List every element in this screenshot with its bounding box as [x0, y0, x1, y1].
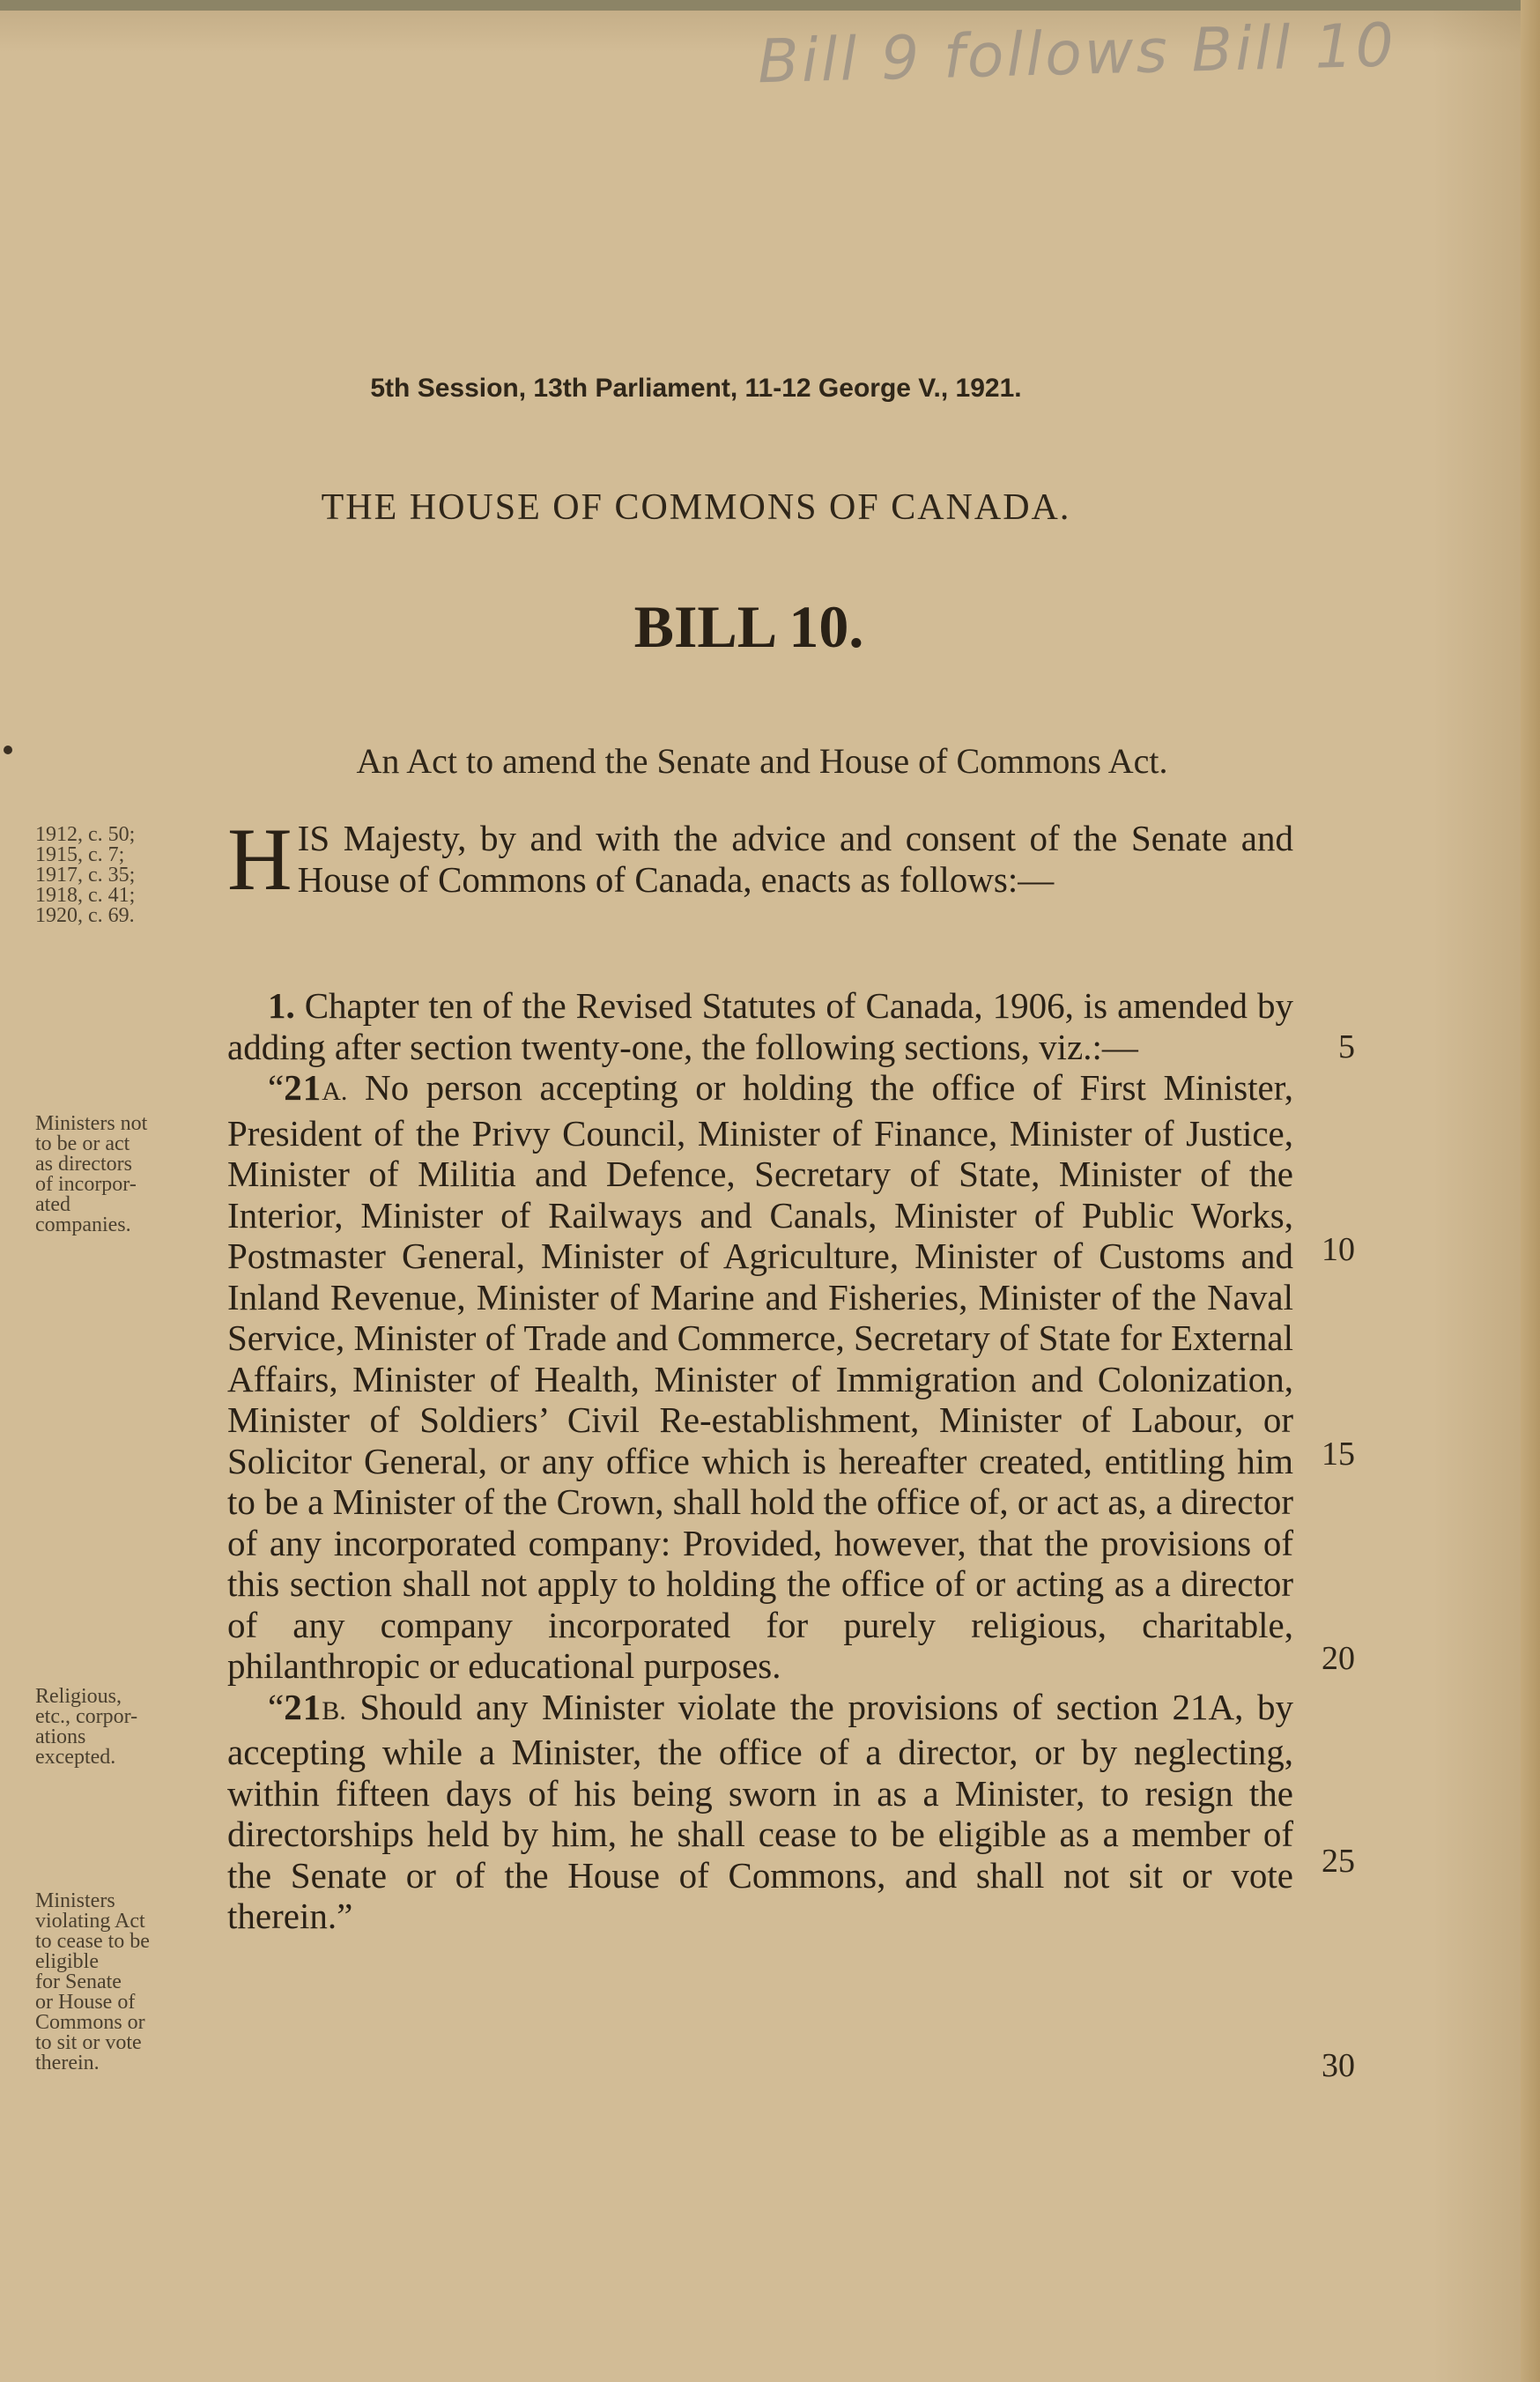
- session-line: 5th Session, 13th Parliament, 11-12 George V., 1921.: [370, 374, 1022, 403]
- margin-note-ministers-not-directors: [35, 1114, 238, 1236]
- citation-3: 1917, c. 35;: [35, 864, 136, 887]
- line-number-30: 30: [1322, 2047, 1355, 2084]
- margin-line: Ministers: [35, 1889, 115, 1912]
- section-21a-letter: A.: [322, 1077, 348, 1106]
- margin-line: companies.: [35, 1213, 131, 1236]
- enacting-text: IS Majesty, by and with the advice and consent of the Senate and House of Commons of Canada, enacts as follows:—: [297, 818, 1293, 900]
- section-21b-text: Should any Minister violate the provisions of section 21A, by accepting while a Minister, the office of a director, or by neglecting, within fifteen days of his being sworn in as a Minister, to resign the directorships held by him, he shall cease to be eligible as a member of the Senate or of the House of Commons, and shall not sit or vote therein.”: [227, 1686, 1294, 1936]
- margin-line: to cease to be: [35, 1930, 150, 1953]
- margin-line: for Senate: [35, 1970, 122, 1993]
- margin-line: ations: [35, 1725, 86, 1748]
- line-number-5: 5: [1338, 1028, 1355, 1065]
- citation-5: 1920, c. 69.: [35, 904, 135, 927]
- line-number-25: 25: [1322, 1843, 1355, 1880]
- line-number-20: 20: [1322, 1640, 1355, 1677]
- house-heading: THE HOUSE OF COMMONS OF CANADA.: [321, 487, 1071, 528]
- citation-4: 1918, c. 41;: [35, 884, 136, 907]
- margin-line: ated: [35, 1193, 70, 1216]
- line-number-10: 10: [1322, 1231, 1355, 1268]
- punch-mark: [4, 746, 12, 754]
- margin-line: therein.: [35, 2052, 100, 2074]
- clause-number: 1.: [268, 985, 295, 1026]
- margin-line: excepted.: [35, 1746, 116, 1769]
- section-21b-letter: B.: [322, 1696, 346, 1725]
- line-number-15: 15: [1322, 1436, 1355, 1473]
- margin-line: violating Act: [35, 1910, 145, 1933]
- citation-2: 1915, c. 7;: [35, 843, 125, 866]
- clause-1-text: Chapter ten of the Revised Statutes of Canada, 1906, is amended by adding after section twenty-one, the following sections, viz.:—: [227, 985, 1294, 1067]
- margin-line: of incorpor-: [35, 1173, 137, 1196]
- act-title: An Act to amend the Senate and House of Commons Act.: [356, 741, 1168, 781]
- handwritten-annotation: Bill 9 follows Bill 10: [757, 11, 1397, 98]
- margin-line: to be or act: [35, 1132, 130, 1155]
- section-21b-number: 21: [284, 1686, 322, 1727]
- margin-citations: [35, 825, 238, 926]
- margin-line: Religious,: [35, 1685, 122, 1708]
- margin-line: as directors: [35, 1153, 132, 1176]
- enacting-clause: [227, 810, 1293, 909]
- top-border: [0, 0, 1540, 11]
- margin-note-religious-excepted: [35, 1687, 238, 1768]
- section-21a-text: No person accepting or holding the office of First Minister, President of the Privy Council, Minister of Finance, Minister of Justice, Minister of Militia and Defence, Secretary of State, Minister of the Interior, Minister of Railways and Canals, Minister of Public Works, Postmaster General, Minister of Agriculture, Minister of Customs and Inland Revenue, Minister of Marine and Fisheries, Minister of the Naval Service, Minister of Trade and Commerce, Secretary of State for External Affairs, Minister of Health, Minister of Immigration and Colonization, Minister of Soldiers’ Civil Re-establishment, Minister of Labour, or Solicitor General, or any office which is hereafter created, entitling him to be a Minister of the Crown, shall hold the office of, or act as, a director of any incorporated company: Provided, however, that the provisions of this section shall not apply to holding the office of or acting as a director of any company incorporated for purely religious, charitable, philanthropic or educational purposes.: [227, 1067, 1293, 1686]
- drop-cap: H: [227, 810, 292, 909]
- open-quote: “: [268, 1686, 285, 1727]
- open-quote: “: [268, 1067, 285, 1108]
- margin-line: eligible: [35, 1950, 99, 1973]
- bill-number: BILL 10.: [633, 593, 864, 660]
- margin-line: etc., corpor-: [35, 1705, 138, 1728]
- page-edge: [1521, 0, 1540, 2382]
- margin-line: Ministers not: [35, 1112, 148, 1135]
- margin-line: Commons or: [35, 2011, 145, 2034]
- margin-line: or House of: [35, 1991, 136, 2014]
- clause-1: [227, 985, 1293, 1937]
- margin-line: to sit or vote: [35, 2031, 142, 2054]
- margin-note-ministers-violating: [35, 1891, 238, 2074]
- section-21a-number: 21: [284, 1067, 322, 1108]
- citation-1: 1912, c. 50;: [35, 823, 136, 846]
